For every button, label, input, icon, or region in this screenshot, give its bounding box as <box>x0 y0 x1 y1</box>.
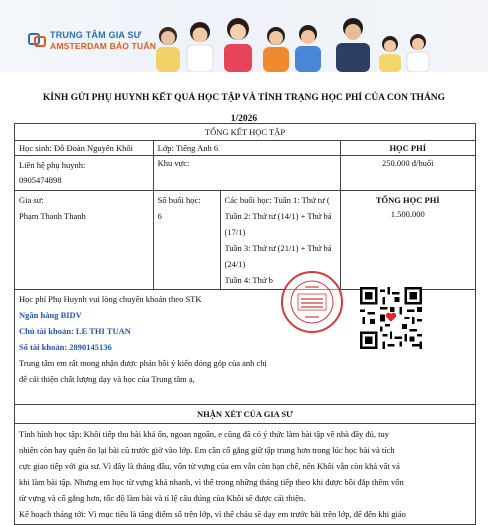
parent-phone: 0905474898 <box>19 175 62 185</box>
bank-name: Ngân hàng BIDV <box>19 310 82 320</box>
tutor-row <box>15 191 476 290</box>
comment-line: cực giao tiếp với gia sư. Vì đây là tháng đầu, vốn từ vựng của em vẫn còn hạn chế, nên Khôi vẫn còn khá vất vả <box>19 461 400 471</box>
comment-cell <box>15 424 476 525</box>
feedback-line: để cải thiện chất lượng dạy và học của Trung tâm ạ, <box>19 374 195 384</box>
comment-row <box>15 424 476 525</box>
session-line: Tuần 2: Thứ tư (14/1) + Thứ bả <box>224 211 332 221</box>
area-cell: Khu vực: <box>153 156 340 191</box>
parent-contact-cell <box>15 156 154 191</box>
brand-name-line2: AMSTERDAM BẢO TUẤN <box>50 41 157 51</box>
sessions-count-cell <box>153 191 220 290</box>
class-name: Lớp: Tiếng Anh 6 <box>153 141 340 156</box>
student-row <box>15 141 476 156</box>
total-fee-value: 1.500.000 <box>390 209 425 219</box>
fee-per-session: 250.000 đ/buổi <box>340 156 476 191</box>
session-line: (17/1) <box>224 227 246 237</box>
fee-header: HỌC PHÍ <box>340 141 476 156</box>
session-line: Tuần 3: Thứ tư (21/1) + Thứ bả <box>224 243 332 253</box>
contact-row <box>15 156 476 191</box>
comment-line: từ vựng và cố gắng hơn, tốc độ làm bài và tỉ lệ câu đúng của Khôi sẽ được cải thiện. <box>19 493 306 503</box>
sessions-count: 6 <box>157 211 162 221</box>
title-line2: 1/2026 <box>230 114 258 124</box>
comment-line: Tình hình học tập: Khôi tiếp thu bài khá ổn, ngoan ngoãn, e cũng đã có ý thức làm bài tập về nhà đầy đủ, tuy <box>19 429 390 439</box>
students-photo <box>150 14 480 72</box>
comment-title-row <box>15 405 476 424</box>
brand-name-line1: TRUNG TÂM GIA SƯ <box>50 30 142 40</box>
comment-line: Kế hoạch tháng tới: Vì mục tiêu là tăng điểm số trên lớp, vì thế cháu sẽ dạy em trước bài trên lớp, để đến khi giáo <box>19 509 406 519</box>
company-stamp <box>280 270 344 334</box>
sessions-label: Số buổi học: <box>157 195 201 205</box>
feedback-line: Trung tâm em rất mong nhận được phản hồi ý kiến đóng góp của anh chị <box>19 358 267 368</box>
comment-line: khi làm bài tập. Nhưng em học từ vựng khá nhanh, vì thế trong những tháng tiếp theo khi được bồi đắp thêm vốn <box>19 477 404 487</box>
payment-qr-code <box>360 287 422 349</box>
tutor-name: Phạm Thanh Thanh <box>19 211 86 221</box>
session-line: (24/1) <box>224 259 246 269</box>
comment-line: nhiên còn hay quên ôn lại bài cũ trước giờ vào lớp. Em cần cố gắng giữ tập trung hơn trong lúc học bài và tích <box>19 445 395 455</box>
parent-contact-label: Liên hệ phụ huynh: <box>19 160 86 170</box>
center-logo-icon <box>28 33 46 47</box>
account-holder: Chủ tài khoản: LE THI TUAN <box>19 326 131 336</box>
title-line1: KÍNH GỬI PHỤ HUYNH KẾT QUẢ HỌC TẬP VÀ TÌNH TRẠNG HỌC PHÍ CỦA CON THÁNG <box>42 93 446 103</box>
total-fee-cell <box>340 191 476 290</box>
account-number: Số tài khoản: 2890145136 <box>19 342 112 352</box>
tutor-label: Gia sư: <box>19 195 44 205</box>
student-name: Học sinh: Đỗ Đoàn Nguyên Khôi <box>15 141 154 156</box>
header-banner <box>0 0 488 72</box>
comment-title: NHẬN XÉT CỦA GIA SƯ <box>15 405 476 424</box>
session-line: Các buổi học: Tuần 1: Thứ tư ( <box>224 195 330 205</box>
total-fee-label: TỔNG HỌC PHÍ <box>375 195 440 205</box>
payment-intro: Học phí Phụ Huynh vui lòng chuyển khoản theo STK <box>19 294 202 304</box>
section-title: TỔNG KẾT HỌC TẬP <box>15 124 476 141</box>
table-title-row <box>15 124 476 141</box>
session-line: Tuần 4: Thứ b <box>224 275 273 285</box>
tutor-cell <box>15 191 154 290</box>
